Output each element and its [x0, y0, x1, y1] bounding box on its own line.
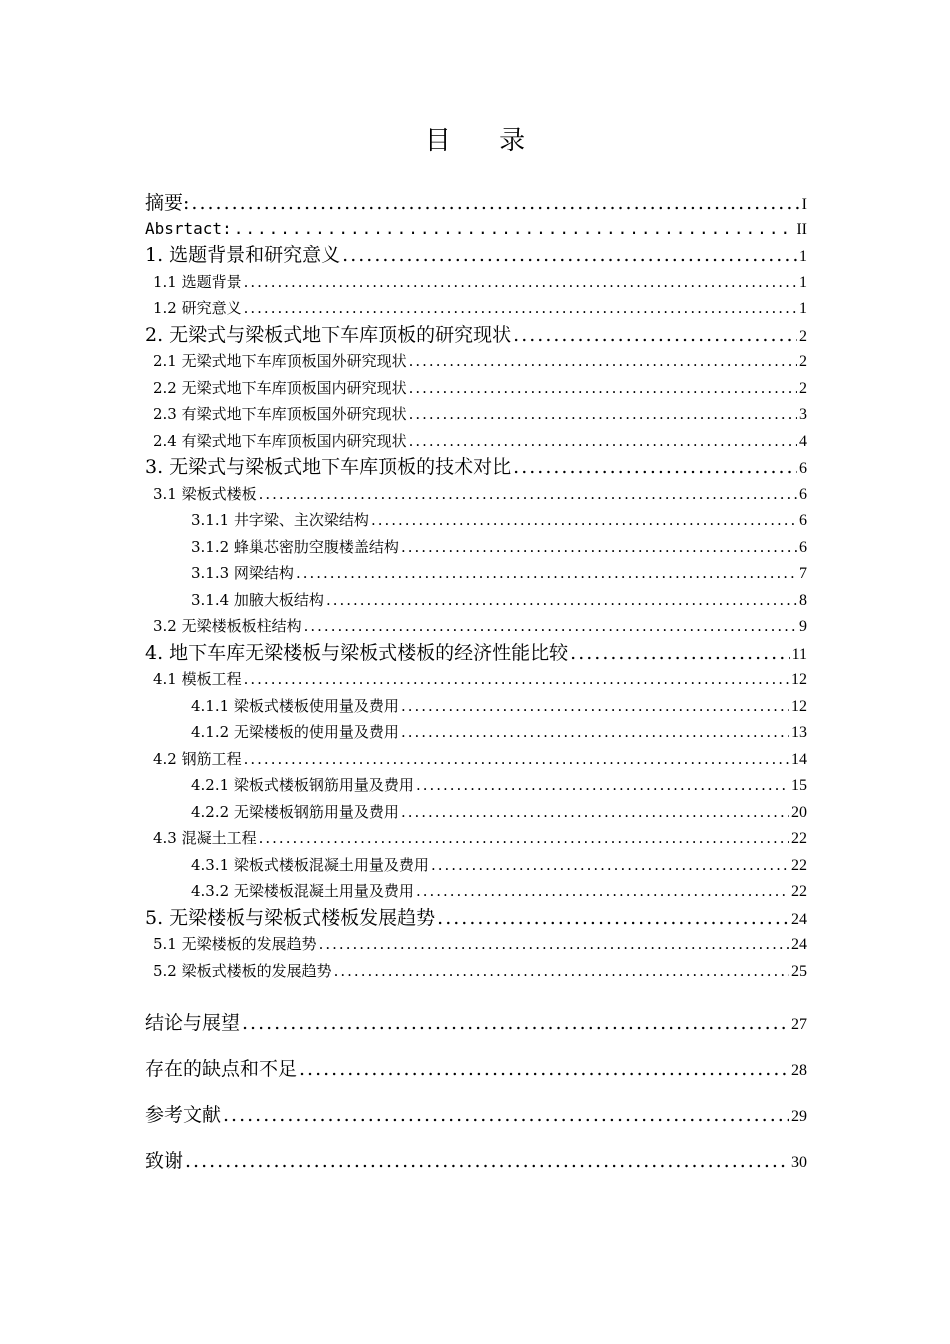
- dot-leader: [401, 534, 797, 561]
- toc-entry-page: 14: [791, 750, 807, 768]
- toc-entry-label: 5.1 无梁楼板的发展趋势: [153, 935, 317, 953]
- dot-leader: [401, 719, 789, 746]
- toc-entry-page: 30: [791, 1154, 807, 1171]
- toc-entry-label: 3. 无梁式与梁板式地下车库顶板的技术对比: [145, 456, 512, 478]
- toc-entry-conclusion[interactable]: [145, 1000, 807, 1046]
- toc-entry-section-2-1[interactable]: [145, 348, 807, 375]
- toc-entry-page: 1: [799, 273, 807, 291]
- dot-leader: [416, 878, 789, 905]
- toc-entry-section-3-2[interactable]: [145, 613, 807, 640]
- toc-entry-label: 4.3.1 梁板式楼板混凝土用量及费用: [191, 855, 429, 874]
- toc-entry-page: 24: [791, 936, 807, 953]
- toc-entry-page: 22: [791, 883, 807, 900]
- dot-leader: [191, 190, 799, 216]
- toc-entry-page: 2: [799, 353, 807, 370]
- toc-entry-page: 8: [799, 591, 807, 609]
- toc-entry-label: 4.3 混凝土工程: [153, 829, 257, 847]
- dot-leader: [244, 666, 789, 693]
- toc-entry-section-3-1-4[interactable]: [145, 587, 807, 614]
- toc-entry-page: 20: [791, 803, 807, 821]
- toc-entry-page: 12: [791, 697, 807, 715]
- toc-entry-label: 致谢: [145, 1150, 184, 1172]
- dot-leader: [409, 401, 797, 428]
- toc-entry-section-3-1-2[interactable]: [145, 534, 807, 561]
- dot-leader: [437, 905, 789, 932]
- dot-leader: [296, 560, 797, 587]
- toc-entry-chapter-2[interactable]: [145, 322, 807, 349]
- toc-entry-page: 24: [791, 910, 807, 928]
- dot-leader: [244, 295, 797, 322]
- dot-leader: [409, 375, 797, 402]
- toc-entry-label: 5.2 梁板式楼板的发展趋势: [153, 961, 332, 980]
- toc-entry-label: 参考文献: [145, 1104, 222, 1126]
- toc-entry-label: 4.1.2 无梁楼板的使用量及费用: [191, 723, 399, 741]
- toc-entry-label: 4.1.1 梁板式楼板使用量及费用: [191, 696, 399, 715]
- dot-leader: [299, 1046, 789, 1092]
- toc-entry-section-4-1[interactable]: [145, 666, 807, 693]
- dot-leader: [409, 428, 797, 455]
- toc-entry-abstract-cn[interactable]: [145, 190, 807, 216]
- toc-entry-page: 1: [799, 248, 807, 265]
- toc-entry-chapter-1[interactable]: [145, 242, 807, 269]
- toc-entry-section-4-1-1[interactable]: [145, 693, 807, 720]
- toc-entry-section-4-3[interactable]: [145, 825, 807, 852]
- dot-leader: [244, 746, 789, 773]
- toc-entry-page: 29: [791, 1108, 807, 1125]
- toc-entry-label: 摘要:: [145, 192, 190, 214]
- toc-entry-chapter-3[interactable]: [145, 454, 807, 481]
- dot-leader: [513, 454, 797, 481]
- toc-entry-page: 6: [799, 512, 807, 529]
- toc-entry-section-2-3[interactable]: [145, 401, 807, 428]
- toc-entry-shortcomings[interactable]: [145, 1046, 807, 1092]
- toc-entry-page: 15: [791, 777, 807, 794]
- toc-entry-page: 1: [799, 300, 807, 317]
- toc-entry-label: 3.1.2 蜂巢芯密肋空腹楼盖结构: [191, 537, 399, 556]
- dot-leader: [401, 693, 789, 720]
- toc-entry-label: 4.2 钢筋工程: [153, 749, 242, 768]
- dot-leader: [342, 242, 797, 269]
- toc-entry-acknowledgements[interactable]: [145, 1138, 807, 1184]
- toc-entry-section-3-1-1[interactable]: [145, 507, 807, 534]
- toc-entry-section-4-3-2[interactable]: [145, 878, 807, 905]
- toc-entry-label: 结论与展望: [145, 1012, 241, 1034]
- toc-entry-page: 6: [799, 460, 807, 477]
- toc-spacer: [145, 984, 807, 1000]
- toc-entry-label: 2. 无梁式与梁板式地下车库顶板的研究现状: [145, 323, 512, 346]
- toc-entry-label: 3.1.4 加腋大板结构: [191, 590, 324, 609]
- toc-entry-section-4-3-1[interactable]: [145, 852, 807, 879]
- dot-leader: [185, 1138, 789, 1184]
- toc-entry-label: 1.1 选题背景: [153, 272, 242, 291]
- toc-entry-label: 1.2 研究意义: [153, 299, 242, 317]
- toc-entry-page: 27: [791, 1016, 807, 1033]
- toc-entry-section-4-2[interactable]: [145, 746, 807, 773]
- toc-entry-page: 7: [799, 565, 807, 582]
- toc-entry-page: 25: [791, 962, 807, 980]
- toc-entry-page: 12: [791, 671, 807, 688]
- dot-leader: [234, 216, 795, 242]
- dot-leader: [401, 799, 789, 826]
- toc-entry-abstract-en[interactable]: [145, 216, 807, 242]
- toc-entry-label: Absrtact:: [145, 219, 232, 238]
- dot-leader: [304, 613, 797, 640]
- toc-entry-chapter-5[interactable]: [145, 905, 807, 932]
- toc-entry-section-5-2[interactable]: [145, 958, 807, 985]
- toc-entry-section-4-2-2[interactable]: [145, 799, 807, 826]
- dot-leader: [244, 269, 797, 296]
- toc-entry-chapter-4[interactable]: [145, 640, 807, 667]
- toc-entry-section-3-1[interactable]: [145, 481, 807, 508]
- toc-entry-label: 存在的缺点和不足: [145, 1058, 298, 1080]
- toc-entry-label: 1. 选题背景和研究意义: [145, 244, 341, 266]
- toc-entry-page: 9: [799, 618, 807, 635]
- toc-entry-label: 4.2.2 无梁楼板钢筋用量及费用: [191, 802, 399, 821]
- toc-entry-label: 3.1 梁板式楼板: [153, 484, 257, 503]
- dot-leader: [371, 507, 797, 534]
- toc-entry-page: 6: [799, 485, 807, 503]
- toc-entry-label: 4.3.2 无梁楼板混凝土用量及费用: [191, 882, 414, 900]
- toc-entry-section-5-1[interactable]: [145, 931, 807, 958]
- toc-entry-page: 22: [791, 830, 807, 847]
- dot-leader: [334, 958, 789, 985]
- toc-entry-label: 2.2 无梁式地下车库顶板国内研究现状: [153, 378, 407, 397]
- toc-entry-section-4-2-1[interactable]: [145, 772, 807, 799]
- toc-entry-page: 6: [799, 538, 807, 556]
- toc-entry-label: 3.1.3 网梁结构: [191, 564, 294, 582]
- toc-entry-page: 2: [799, 327, 807, 345]
- toc-entry-section-1-1[interactable]: [145, 269, 807, 296]
- toc-entry-page: 11: [791, 645, 807, 663]
- dot-leader: [513, 322, 797, 349]
- toc-entry-page: 28: [791, 1062, 807, 1079]
- toc-entry-page: 4: [799, 432, 807, 450]
- toc-entry-label: 2.3 有梁式地下车库顶板国外研究现状: [153, 405, 407, 423]
- toc-entry-label: 5. 无梁楼板与梁板式楼板发展趋势: [145, 906, 436, 929]
- toc-entry-page: 2: [799, 379, 807, 397]
- toc-entry-page: I: [801, 196, 807, 213]
- toc-entry-label: 4.2.1 梁板式楼板钢筋用量及费用: [191, 776, 414, 794]
- toc-entry-section-4-1-2[interactable]: [145, 719, 807, 746]
- table-of-contents: [145, 190, 807, 1184]
- toc-entry-page: 13: [791, 724, 807, 741]
- dot-leader: [223, 1092, 789, 1138]
- toc-entry-section-3-1-3[interactable]: [145, 560, 807, 587]
- toc-entry-section-1-2[interactable]: [145, 295, 807, 322]
- dot-leader: [319, 931, 789, 958]
- dot-leader: [259, 825, 789, 852]
- toc-entry-page: 3: [799, 406, 807, 423]
- toc-entry-page: II: [796, 221, 807, 238]
- page-title: 目 录: [424, 126, 546, 156]
- dot-leader: [409, 348, 797, 375]
- dot-leader: [259, 481, 797, 508]
- toc-entry-label: 3.2 无梁楼板板柱结构: [153, 617, 302, 635]
- toc-entry-label: 3.1.1 井字梁、主次梁结构: [191, 511, 369, 529]
- toc-entry-label: 2.1 无梁式地下车库顶板国外研究现状: [153, 352, 407, 370]
- toc-entry-section-2-2[interactable]: [145, 375, 807, 402]
- toc-entry-page: 22: [791, 856, 807, 874]
- toc-entry-references[interactable]: [145, 1092, 807, 1138]
- dot-leader: [416, 772, 789, 799]
- dot-leader: [326, 587, 797, 614]
- dot-leader: [242, 1000, 789, 1046]
- toc-entry-label: 4. 地下车库无梁楼板与梁板式楼板的经济性能比较: [145, 641, 569, 664]
- toc-entry-label: 4.1 模板工程: [153, 670, 242, 688]
- dot-leader: [570, 640, 789, 667]
- toc-entry-section-2-4[interactable]: [145, 428, 807, 455]
- toc-entry-label: 2.4 有梁式地下车库顶板国内研究现状: [153, 431, 407, 450]
- dot-leader: [431, 852, 789, 879]
